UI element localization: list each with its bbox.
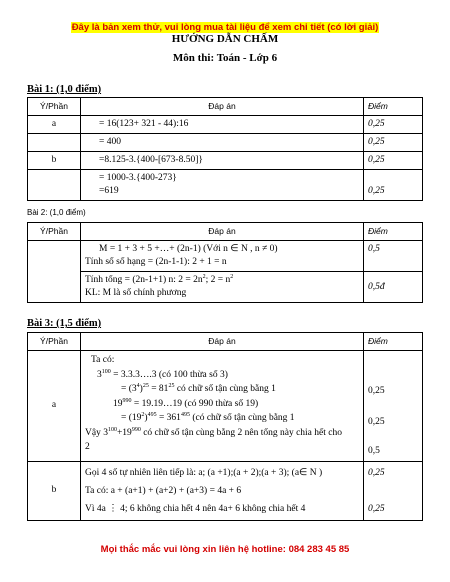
table-header-row bbox=[28, 333, 423, 351]
part-cell: b bbox=[28, 152, 81, 170]
score-cell: 0,25 bbox=[364, 134, 423, 152]
score-cell: 0,25 0,25 0,5 bbox=[364, 351, 423, 462]
table-row bbox=[28, 351, 423, 462]
table-row bbox=[28, 134, 423, 152]
hotline-banner: Mọi thắc mắc vui lòng xin liên hệ hotline: 084 283 45 85 bbox=[100, 544, 350, 555]
part-cell: a bbox=[28, 116, 81, 134]
part-cell: a bbox=[28, 351, 81, 462]
part-cell bbox=[28, 134, 81, 152]
bai2-table bbox=[27, 222, 423, 303]
table-row bbox=[28, 241, 423, 272]
header-score: Điểm bbox=[364, 98, 423, 116]
answer-cell: Tính tổng = (2n-1+1) n: $2 = 2n^2$; $2 = n^2$ KL: M là số chính phương bbox=[81, 272, 364, 303]
answer-cell: M = 1 + 3 + 5 +…+ (2n-1) (Với n ∈ N , n ≠ 0) Tính số số hạng = (2n-1-1): 2 + 1 = n bbox=[81, 241, 364, 272]
table-row bbox=[28, 461, 423, 520]
bai1-table bbox=[27, 97, 423, 201]
bai2-heading: Bài 2: (1,0 điểm) bbox=[27, 208, 86, 217]
header-part: Ý/Phần bbox=[28, 333, 81, 351]
score-cell: 0,25 bbox=[364, 170, 423, 201]
header-answer: Đáp án bbox=[81, 333, 364, 351]
bai3-table bbox=[27, 332, 423, 521]
table-row bbox=[28, 152, 423, 170]
header-answer: Đáp án bbox=[81, 223, 364, 241]
answer-cell: = 400 bbox=[81, 134, 364, 152]
header-score: Điểm bbox=[364, 333, 423, 351]
score-cell: 0,25 bbox=[364, 116, 423, 134]
header-score: Điểm bbox=[364, 223, 423, 241]
score-cell: 0,5đ bbox=[364, 272, 423, 303]
document-title: HƯỚNG DẪN CHẤM bbox=[171, 33, 279, 45]
header-part: Ý/Phần bbox=[28, 98, 81, 116]
document-subtitle: Môn thi: Toán - Lớp 6 bbox=[172, 52, 278, 64]
answer-cell: Gọi 4 số tự nhiên liên tiếp là: a; (a +1);(a + 2);(a + 3); (a∈ N ) Ta có: a + (a+1) + (a+2) + (a+3) = 4a + 6 Vì 4a ⋮ 4; 6 không chia hết 4 nên 4a+ 6 không chia hết 4 bbox=[81, 461, 364, 520]
part-cell bbox=[28, 170, 81, 201]
part-cell: b bbox=[28, 461, 81, 520]
bai3-heading: Bài 3: (1,5 điểm) bbox=[27, 318, 102, 329]
answer-cell: =8.125-3.{400-[673-8.50]} bbox=[81, 152, 364, 170]
score-cell: 0,25 0,25 bbox=[364, 461, 423, 520]
score-cell: 0,25 bbox=[364, 152, 423, 170]
header-part: Ý/Phần bbox=[28, 223, 81, 241]
score-cell: 0,5 bbox=[364, 241, 423, 272]
part-cell bbox=[28, 241, 81, 303]
header-answer: Đáp án bbox=[81, 98, 364, 116]
table-header-row bbox=[28, 98, 423, 116]
preview-banner: Đây là bản xem thử, vui lòng mua tài liệu để xem chi tiết (có lời giải) bbox=[71, 22, 379, 33]
table-row bbox=[28, 116, 423, 134]
answer-cell: Ta có: $3^{100}$ = 3.3.3….3 (có 100 thừa số 3) = $(3^4)^{25} = 81^{25}$ có chữ số tận cùng bằng 1 $19^{990}$ = 19.19…19 (có 990 thừa số 19) = $(19^2)^{495} = 361^{495}$ (có chữ số tận cùng bằng 1 Vậy $3^{100}+19^{990}$ có chữ số tận cùng bằng 2 nên tổng này chia hết cho 2 bbox=[81, 351, 364, 462]
answer-cell: = 16(123+ 321 - 44):16 bbox=[81, 116, 364, 134]
table-row bbox=[28, 170, 423, 201]
bai1-heading: Bài 1: (1,0 điểm) bbox=[27, 84, 102, 95]
answer-cell: = 1000-3.{400-273} =619 bbox=[81, 170, 364, 201]
table-header-row bbox=[28, 223, 423, 241]
table-row bbox=[28, 272, 423, 303]
